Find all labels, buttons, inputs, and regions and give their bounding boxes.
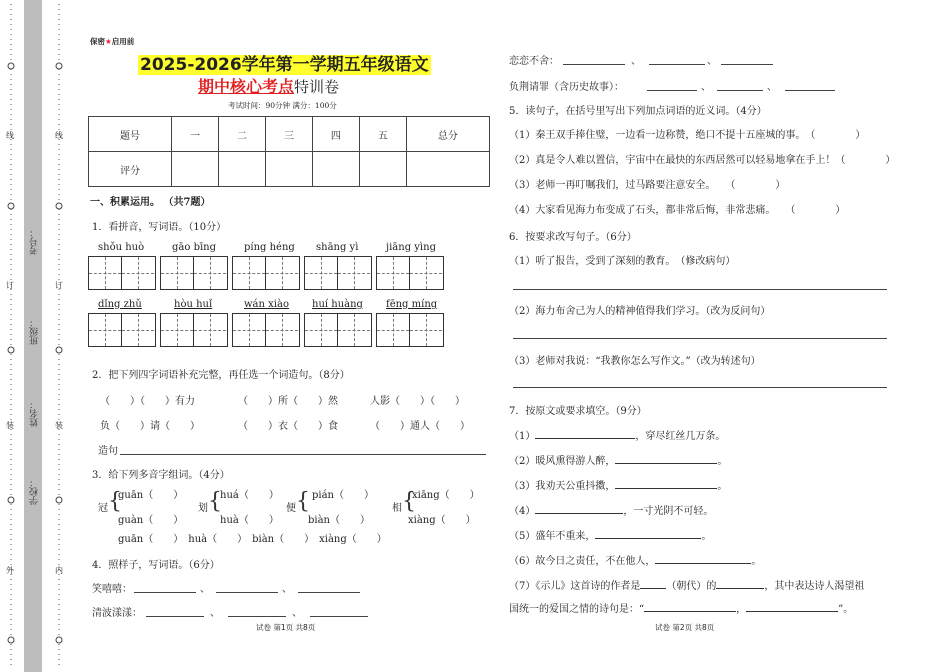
q4-label: 笑嘻嘻： (92, 584, 132, 595)
poly-char: 划 (198, 503, 208, 514)
poly-reading[interactable]: biàn（ ） (308, 515, 371, 526)
right-page (505, 0, 925, 672)
pinyin-label: shāng yì (316, 242, 359, 253)
right-line-char-4: 内 (55, 566, 63, 575)
brace-icon: { (108, 489, 122, 514)
pinyin-label: gāo bīng (172, 242, 217, 253)
star-icon: ★ (105, 37, 112, 46)
blank[interactable] (535, 438, 635, 439)
table-cell: 评分 (89, 152, 172, 187)
q6-item: （3）老师对我说：“我教你怎么写作文。”（改为转述句） (509, 356, 761, 367)
score-table (88, 116, 490, 187)
answer-line[interactable] (228, 616, 286, 617)
poly-char: 便 (286, 503, 296, 514)
question-5: 5．读句子，在括号里写出下列加点词语的近义词。（4分） (509, 106, 767, 117)
q7-text: （6）故今日之责任，不在他人， (509, 556, 656, 567)
writing-grid[interactable] (88, 256, 156, 290)
answer-line[interactable] (647, 90, 697, 91)
writing-grid[interactable] (232, 313, 300, 347)
left-line-char-4: 外 (6, 566, 14, 575)
q7-item-7 (509, 577, 864, 592)
score-input-cell[interactable] (359, 152, 406, 187)
separator: 、 (292, 608, 302, 619)
question-2: 2．把下列四字词语补充完整，再任选一个词造句。（8分） (92, 370, 350, 381)
pinyin-label: píng héng (244, 242, 295, 253)
blank[interactable] (615, 488, 717, 489)
answer-line[interactable] (298, 592, 360, 593)
q2-item[interactable]: （ ）（ ）有力 (100, 396, 195, 407)
r-label: 负荆请罪（含历史故事）： (509, 82, 624, 93)
q7-text: （2）暖风熏得游人醉， (509, 456, 616, 467)
question-3: 3．给下列多音字组词。（4分） (92, 470, 230, 481)
score-input-cell[interactable] (219, 152, 266, 187)
answer-line[interactable] (721, 64, 773, 65)
poly-reading[interactable]: pián（ ） (312, 490, 375, 501)
secret-text-a: 保密 (90, 37, 105, 46)
q5-item[interactable]: （4）大家看见海力布变成了石头，都非常后悔，非常悲痛。 （ ） (509, 205, 846, 216)
poly-reading-dup[interactable]: biàn（ ） (252, 534, 310, 545)
exam-info: 考试时间：90分钟 满分：100分 (228, 101, 337, 110)
right-line-char-3: 装 (55, 421, 63, 430)
q2-item[interactable]: （ ）所（ ）然 (238, 396, 338, 407)
q4-label: 清波漾漾： (92, 608, 142, 619)
q2-item[interactable]: （ ）通人（ ） (370, 421, 470, 432)
score-table-header-row (89, 117, 490, 152)
label-xingming: 姓名： (30, 400, 40, 427)
q7-text: 。 (717, 481, 728, 492)
answer-line[interactable] (146, 616, 204, 617)
pinyin-row-1 (88, 242, 493, 290)
pinyin-row-2 (88, 299, 493, 347)
q7-text: 。 (751, 556, 762, 567)
q5-item[interactable]: （1）秦王双手捧住璧，一边看一边称赞，绝口不提十五座城的事。 （ ） (509, 130, 866, 141)
answer-line[interactable] (513, 338, 887, 339)
table-cell: 五 (359, 117, 406, 152)
table-cell: 二 (219, 117, 266, 152)
right-line-char-1: 线 (55, 131, 63, 140)
q7-item-5 (509, 527, 711, 542)
answer-line[interactable] (513, 289, 887, 290)
q5-item[interactable]: （3）老师一再叮嘱我们，过马路要注意安全。 （ ） (509, 180, 786, 191)
blank[interactable] (716, 588, 764, 589)
sentence-label: 造句 (98, 446, 118, 457)
q7-text: ，一寸光阴不可轻。 (623, 506, 714, 517)
q6-item: （2）海力布舍己为人的精神值得我们学习。（改为反问句） (509, 306, 771, 317)
score-input-cell[interactable] (265, 152, 312, 187)
blank[interactable] (746, 611, 838, 612)
q7-item-2 (509, 452, 727, 467)
pinyin-label: jiāng yìng (386, 242, 436, 253)
table-cell: 四 (312, 117, 359, 152)
q7-text: ”。 (838, 604, 854, 615)
q2-item[interactable]: 负（ ）请（ ） (100, 421, 200, 432)
q7-text: （1） (509, 431, 536, 442)
exam-subtitle-rest: 特训卷 (294, 78, 340, 96)
q7-text: ，其中表达诗人渴望祖 (764, 581, 865, 592)
brace-icon: { (296, 489, 310, 514)
poly-extra-row (118, 530, 387, 545)
pinyin-label: hòu huǐ (174, 299, 213, 310)
blank[interactable] (615, 463, 717, 464)
table-cell: 三 (265, 117, 312, 152)
answer-line[interactable] (649, 64, 705, 65)
q7-text: （朝代）的 (666, 581, 717, 592)
blank[interactable] (640, 588, 666, 589)
answer-line[interactable] (310, 616, 368, 617)
binding-margin (0, 0, 85, 672)
page-footer: 试卷 第1页 共8页 (256, 623, 316, 632)
separator: 、 (631, 56, 641, 67)
answer-line[interactable] (513, 387, 887, 388)
blank[interactable] (535, 513, 623, 514)
title-line1-wrap (138, 50, 431, 75)
pinyin-label: shǒu huò (98, 242, 145, 253)
separator: 、 (767, 82, 777, 93)
section-1-heading: 一、积累运用。 （共7题） (90, 197, 211, 208)
writing-grid[interactable] (376, 313, 444, 347)
poly-reading[interactable]: guān（ ） (118, 490, 184, 501)
table-cell: 题号 (89, 117, 172, 152)
pinyin-label: huí huàng (312, 299, 363, 310)
poly-char: 相 (392, 503, 402, 514)
separator: 、 (210, 608, 220, 619)
separator: 、 (200, 584, 210, 595)
right-line-char-2: 订 (55, 281, 63, 290)
table-cell: 总分 (406, 117, 489, 152)
q7-text: 。 (701, 531, 712, 542)
answer-line[interactable] (717, 90, 763, 91)
q7-text: （7）《示儿》这首诗的作者是 (509, 581, 641, 592)
blank[interactable] (595, 538, 701, 539)
pinyin-label: fēng míng (386, 299, 438, 310)
writing-grid[interactable] (160, 313, 228, 347)
q7-item-1 (509, 427, 725, 442)
writing-grid[interactable] (376, 256, 444, 290)
poly-reading-dup[interactable]: xiàng（ ） (319, 534, 387, 545)
pinyin-label: wán xiào (244, 299, 289, 310)
q5-item[interactable]: （2）真是令人难以置信，宇宙中在最快的东西居然可以轻易地拿在手上！（ ） (509, 155, 896, 166)
writing-grid[interactable] (304, 256, 372, 290)
separator: 、 (707, 56, 717, 67)
poly-reading-dup[interactable]: guān（ ） (118, 534, 179, 545)
brace-icon: { (402, 489, 416, 514)
q7-text: 。 (717, 456, 728, 467)
q7-item-4 (509, 502, 713, 517)
poly-reading[interactable]: huá（ ） (220, 490, 279, 501)
poly-reading[interactable]: xiàng（ ） (408, 515, 476, 526)
poly-reading[interactable]: xiāng（ ） (412, 490, 480, 501)
q7-text: 国统一的爱国之情的诗句是：“ (509, 604, 645, 615)
exam-subtitle-red: 期中核心考点 (198, 77, 295, 96)
answer-line[interactable] (563, 64, 625, 65)
writing-grid[interactable] (88, 313, 156, 347)
poly-reading[interactable]: huà（ ） (220, 515, 279, 526)
q7-text: （4） (509, 506, 536, 517)
q7-item-6 (509, 552, 761, 567)
secret-text-b: 启用前 (111, 37, 135, 46)
label-xuexiao: 学校： (30, 478, 40, 505)
question-1: 1．看拼音，写词语。（10分） (92, 222, 227, 233)
answer-line[interactable] (216, 592, 278, 593)
score-input-cell[interactable] (312, 152, 359, 187)
question-7: 7．按原文或要求填空。（9分） (509, 406, 647, 417)
writing-grid[interactable] (232, 256, 300, 290)
left-line-char-3: 装 (6, 421, 14, 430)
q7-item-7-cont (509, 600, 853, 615)
score-table-row (89, 152, 490, 187)
label-banji: 班级： (30, 318, 40, 345)
writing-grid[interactable] (160, 256, 228, 290)
question-6: 6．按要求改写句子。（6分） (509, 232, 637, 243)
question-4: 4．照样子，写词语。（6分） (92, 560, 220, 571)
page-footer: 试卷 第2页 共8页 (655, 623, 715, 632)
score-input-cell[interactable] (406, 152, 489, 187)
q6-item: （1）听了报告，受到了深刻的教育。 （修改病句） (509, 256, 736, 267)
poly-reading[interactable]: guàn（ ） (118, 515, 184, 526)
r-label: 恋恋不舍： (509, 56, 559, 67)
poly-reading-dup[interactable]: huà（ ） (188, 534, 243, 545)
left-line-char-1: 线 (6, 131, 14, 140)
left-line-char-2: 订 (6, 281, 14, 290)
q2-item[interactable]: 人影（ ）（ ） (370, 396, 465, 407)
pinyin-label: dǐng zhǔ (98, 299, 142, 310)
blank[interactable] (655, 563, 751, 564)
label-kaohao: 考号： (30, 228, 40, 255)
exam-title: 2025-2026学年第一学期五年级语文 (140, 55, 429, 75)
left-page (88, 0, 493, 672)
table-cell: 一 (172, 117, 219, 152)
q7-item-3 (509, 477, 727, 492)
answer-line[interactable] (785, 90, 835, 91)
q7-text: ，穿尽红丝几万条。 (635, 431, 726, 442)
score-input-cell[interactable] (172, 152, 219, 187)
brace-icon: { (208, 489, 222, 514)
sentence-answer-line[interactable] (120, 454, 486, 455)
q7-text: ， (736, 604, 747, 615)
title-line2 (198, 74, 339, 97)
separator: 、 (701, 82, 711, 93)
blank[interactable] (644, 611, 736, 612)
q2-item[interactable]: （ ）衣（ ）食 (238, 421, 338, 432)
separator: 、 (282, 584, 292, 595)
writing-grid[interactable] (304, 313, 372, 347)
q7-text: （3）我劝天公重抖擞， (509, 481, 616, 492)
answer-line[interactable] (134, 592, 196, 593)
q7-text: （5）盛年不重来， (509, 531, 596, 542)
secret-label (90, 36, 134, 47)
poly-char: 冠 (98, 503, 108, 514)
